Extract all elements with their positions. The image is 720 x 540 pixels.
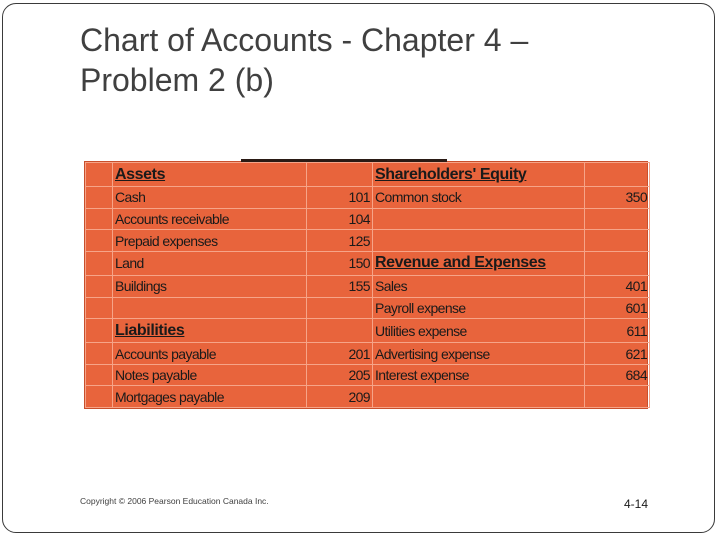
account-name: Common stock xyxy=(373,187,585,209)
row-gutter-cell xyxy=(86,163,113,187)
account-number: 125 xyxy=(307,230,373,252)
row-gutter-cell xyxy=(86,251,113,275)
table-row xyxy=(86,163,650,187)
section-heading: Assets xyxy=(113,163,307,187)
accounts-table xyxy=(85,162,650,408)
accounts-table-body xyxy=(86,163,650,408)
table-row xyxy=(86,208,650,230)
account-number: 611 xyxy=(585,319,650,343)
account-name: Accounts payable xyxy=(113,343,307,365)
account-name: Interest expense xyxy=(373,364,585,386)
account-name: Advertising expense xyxy=(373,343,585,365)
account-name: Mortgages payable xyxy=(113,386,307,408)
slide-title-line-1: Chart of Accounts - Chapter 4 – xyxy=(80,22,529,58)
account-name xyxy=(373,230,585,252)
account-name xyxy=(373,208,585,230)
account-name: Prepaid expenses xyxy=(113,230,307,252)
account-name xyxy=(373,386,585,408)
account-name: Utilities expense xyxy=(373,319,585,343)
table-row xyxy=(86,319,650,343)
section-heading: Revenue and Expenses xyxy=(373,251,585,275)
slide-title xyxy=(80,20,640,100)
account-name: Sales xyxy=(373,275,585,297)
account-name: Land xyxy=(113,251,307,275)
table-row xyxy=(86,275,650,297)
table-row xyxy=(86,251,650,275)
account-number xyxy=(585,251,650,275)
account-name: Payroll expense xyxy=(373,297,585,319)
account-number: 350 xyxy=(585,187,650,209)
account-number: 601 xyxy=(585,297,650,319)
account-number xyxy=(585,208,650,230)
account-name: Notes payable xyxy=(113,364,307,386)
account-number: 155 xyxy=(307,275,373,297)
account-number: 401 xyxy=(585,275,650,297)
row-gutter-cell xyxy=(86,386,113,408)
account-number xyxy=(585,230,650,252)
row-gutter-cell xyxy=(86,208,113,230)
account-number xyxy=(585,163,650,187)
row-gutter-cell xyxy=(86,364,113,386)
table-top-rule xyxy=(241,159,447,162)
row-gutter-cell xyxy=(86,275,113,297)
table-row xyxy=(86,343,650,365)
account-number: 205 xyxy=(307,364,373,386)
table-row xyxy=(86,187,650,209)
slide-number: 4-14 xyxy=(624,497,649,511)
section-heading: Shareholders' Equity xyxy=(373,163,585,187)
account-name xyxy=(113,297,307,319)
row-gutter-cell xyxy=(86,343,113,365)
account-name: Accounts receivable xyxy=(113,208,307,230)
account-number xyxy=(307,319,373,343)
copyright-notice: Copyright © 2006 Pearson Education Canada Inc. xyxy=(80,496,269,506)
account-number: 101 xyxy=(307,187,373,209)
row-gutter-cell xyxy=(86,187,113,209)
section-heading: Liabilities xyxy=(113,319,307,343)
account-name: Buildings xyxy=(113,275,307,297)
account-number: 201 xyxy=(307,343,373,365)
account-number: 209 xyxy=(307,386,373,408)
account-name: Cash xyxy=(113,187,307,209)
chart-of-accounts-table xyxy=(84,161,648,409)
account-number: 621 xyxy=(585,343,650,365)
account-number: 150 xyxy=(307,251,373,275)
row-gutter-cell xyxy=(86,297,113,319)
account-number: 104 xyxy=(307,208,373,230)
account-number xyxy=(585,386,650,408)
slide-title-line-2: Problem 2 (b) xyxy=(80,62,274,98)
table-row xyxy=(86,230,650,252)
table-row xyxy=(86,386,650,408)
row-gutter-cell xyxy=(86,319,113,343)
account-number xyxy=(307,297,373,319)
account-number xyxy=(307,163,373,187)
account-number: 684 xyxy=(585,364,650,386)
table-row xyxy=(86,364,650,386)
table-row xyxy=(86,297,650,319)
row-gutter-cell xyxy=(86,230,113,252)
